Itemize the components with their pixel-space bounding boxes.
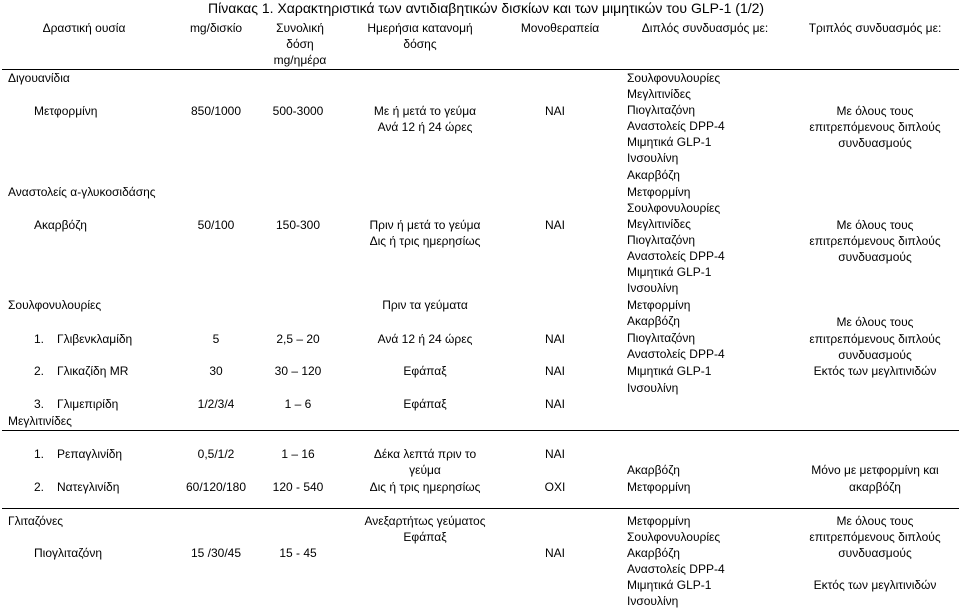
group-name-biguanides: Διγουανίδια [8, 71, 70, 85]
distribution-gliclazide-mr: Εφάπαξ [403, 364, 447, 378]
total-glimepiride: 1 – 6 [284, 397, 312, 411]
dual-alpha-2: Μετφορμίνη [627, 185, 691, 199]
total-gliclazide-mr: 30 – 120 [274, 364, 322, 378]
distribution-metformin-2: Ανά 12 ή 24 ώρες [377, 120, 473, 134]
section-divider [2, 508, 959, 509]
dual-sulfonylureas-5: Μιμητικά GLP-1 [627, 364, 712, 378]
dual-meglitinides-2: Μετφορμίνη [627, 480, 691, 494]
section-divider [2, 430, 959, 431]
dual-glitazones-2: Σουλφονυλουρίες [627, 530, 721, 544]
distribution-acarbose-2: Δις ή τρις ημερησίως [369, 234, 481, 248]
mono-gliclazide-mr: ΝΑΙ [544, 364, 565, 378]
header-divider [2, 69, 959, 70]
triple-sulfonylureas-3: συνδυασμούς [838, 348, 912, 362]
drug-pioglitazone: Πιογλιταζόνη [34, 546, 103, 560]
triple-glitazones-3: συνδυασμούς [838, 546, 912, 560]
mg-glibenclamide: 5 [212, 332, 220, 346]
triple-alpha-3: συνδυασμούς [838, 250, 912, 264]
mono-glibenclamide: ΝΑΙ [544, 332, 565, 346]
group-name-sulfonylureas: Σουλφονυλουρίες [8, 298, 102, 312]
triple-alpha-2: επιτρεπόμενους διπλούς [809, 234, 941, 248]
dual-biguanides-3: Πιογλιταζόνη [627, 103, 696, 117]
dual-sulfonylureas-6: Ινσουλίνη [627, 381, 679, 395]
mg-acarbose: 50/100 [197, 218, 235, 232]
triple-meglitinides-2: ακαρβόζη [849, 480, 901, 494]
dual-sulfonylureas-1: Μετφορμίνη [627, 298, 691, 312]
header-substance: Δραστική ουσία [42, 21, 126, 35]
distribution-meglitinides-3: Δις ή τρις ημερησίως [369, 480, 481, 494]
distribution-glimepiride: Εφάπαξ [403, 397, 447, 411]
distribution-meglitinides-1: Δέκα λεπτά πριν το [373, 447, 477, 461]
triple-sulfonylureas-2: επιτρεπόμενους διπλούς [809, 332, 941, 346]
row-number: 2. [34, 480, 45, 494]
triple-glitazones-4: Εκτός των μεγλιτινιδών [813, 578, 937, 592]
drug-repaglinide: Ρεπαγλινίδη [57, 447, 123, 461]
distribution-glibenclamide: Ανά 12 ή 24 ώρες [377, 332, 473, 346]
mono-glimepiride: ΝΑΙ [544, 397, 565, 411]
mg-glimepiride: 1/2/3/4 [197, 397, 235, 411]
triple-sulfonylureas-1: Με όλους τους [836, 315, 914, 329]
drug-glibenclamide: Γλιβενκλαμίδη [57, 332, 133, 346]
group-name-meglitinides: Μεγλιτινίδες [8, 414, 72, 428]
mono-nateglinide: ΟΧΙ [544, 480, 566, 494]
dual-sulfonylureas-2: Ακαρβόζη [627, 314, 680, 328]
dual-biguanides-5: Μιμητικά GLP-1 [627, 135, 712, 149]
mono-metformin: ΝΑΙ [544, 104, 565, 118]
drug-nateglinide: Νατεγλινίδη [57, 480, 120, 494]
header-total-dose-2: δόση [286, 37, 314, 51]
dual-meglitinides-1: Ακαρβόζη [627, 463, 680, 477]
dual-glitazones-1: Μετφορμίνη [627, 514, 691, 528]
total-glibenclamide: 2,5 – 20 [276, 332, 320, 346]
total-repaglinide: 1 – 16 [281, 447, 315, 461]
distribution-metformin-1: Με ή μετά το γεύμα [373, 104, 477, 118]
triple-glitazones-1: Με όλους τους [836, 514, 914, 528]
triple-glitazones-2: επιτρεπόμενους διπλούς [809, 530, 941, 544]
dual-biguanides-2: Μεγλιτινίδες [627, 87, 691, 101]
row-number: 1. [34, 332, 45, 346]
row-number: 1. [34, 447, 45, 461]
mg-pioglitazone: 15 /30/45 [190, 546, 242, 560]
triple-biguanides-3: συνδυασμούς [838, 136, 912, 150]
triple-sulfonylureas-4: Εκτός των μεγλιτινιδών [813, 364, 937, 378]
group-name-alpha-glucosidase: Αναστολείς α-γλυκοσιδάσης [8, 185, 156, 199]
total-acarbose: 150-300 [275, 218, 321, 232]
drug-gliclazide-mr: Γλικαζίδη MR [57, 364, 129, 378]
dual-glitazones-4: Αναστολείς DPP-4 [627, 562, 725, 576]
triple-meglitinides-1: Μόνο με μετφορμίνη και [811, 463, 939, 477]
triple-biguanides-1: Με όλους τους [836, 104, 914, 118]
dual-alpha-1: Ακαρβόζη [627, 168, 680, 182]
header-distribution-1: Ημερήσια κατανομή [367, 21, 473, 35]
triple-alpha-1: Με όλους τους [836, 218, 914, 232]
mono-repaglinide: ΝΑΙ [544, 447, 565, 461]
dual-glitazones-5: Μιμητικά GLP-1 [627, 578, 712, 592]
mono-pioglitazone: ΝΑΙ [544, 546, 565, 560]
dual-sulfonylureas-3: Πιογλιταζόνη [627, 331, 696, 345]
header-total-dose-1: Συνολική [276, 21, 324, 35]
triple-biguanides-2: επιτρεπόμενους διπλούς [809, 120, 941, 134]
group-name-glitazones: Γλιταζόνες [8, 514, 64, 528]
row-number: 2. [34, 364, 45, 378]
header-dual: Διπλός συνδυασμός με: [641, 21, 769, 35]
total-pioglitazone: 15 - 45 [279, 546, 317, 560]
distribution-glitazones-2: Εφάπαξ [403, 530, 447, 544]
header-total-dose-3: mg/ημέρα [273, 53, 327, 67]
drug-glimepiride: Γλιμεπιρίδη [57, 397, 119, 411]
header-monotherapy: Μονοθεραπεία [520, 21, 600, 35]
mg-repaglinide: 0,5/1/2 [197, 447, 235, 461]
dual-alpha-8: Ινσουλίνη [627, 281, 679, 295]
distribution-meglitinides-2: γεύμα [409, 463, 441, 477]
table-title-text: Πίνακας 1. Χαρακτηριστικά των αντιδιαβητικών δισκίων και των μιμητικών του GLP-1 (1/2) [208, 0, 765, 16]
distribution-glitazones-1: Ανεξαρτήτως γεύματος [364, 514, 486, 528]
dual-alpha-7: Μιμητικά GLP-1 [627, 265, 712, 279]
mg-metformin: 850/1000 [190, 104, 242, 118]
dual-biguanides-1: Σουλφονυλουρίες [627, 71, 721, 85]
dual-sulfonylureas-4: Αναστολείς DPP-4 [627, 347, 725, 361]
dual-alpha-5: Πιογλιταζόνη [627, 233, 696, 247]
drug-acarbose: Ακαρβόζη [34, 218, 87, 232]
dual-alpha-4: Μεγλιτινίδες [627, 217, 691, 231]
header-dose-per-tablet: mg/δισκίο [189, 21, 243, 35]
mg-gliclazide-mr: 30 [209, 364, 223, 378]
total-metformin: 500-3000 [272, 104, 324, 118]
dual-alpha-3: Σουλφονυλουρίες [627, 201, 721, 215]
dual-alpha-6: Αναστολείς DPP-4 [627, 249, 725, 263]
mono-acarbose: ΝΑΙ [544, 218, 565, 232]
dual-biguanides-6: Ινσουλίνη [627, 151, 679, 165]
dual-biguanides-4: Αναστολείς DPP-4 [627, 119, 725, 133]
mg-nateglinide: 60/120/180 [185, 480, 247, 494]
header-triple: Τριπλός συνδυασμός με: [808, 21, 942, 35]
distribution-sulfonylureas-header: Πριν τα γεύματα [382, 298, 468, 312]
drug-metformin: Μετφορμίνη [34, 104, 98, 118]
dual-glitazones-3: Ακαρβόζη [627, 546, 680, 560]
total-nateglinide: 120 - 540 [272, 480, 324, 494]
header-distribution-2: δόσης [403, 37, 437, 51]
distribution-acarbose-1: Πριν ή μετά το γεύμα [369, 218, 481, 232]
row-number: 3. [34, 397, 45, 411]
dual-glitazones-6: Ινσουλίνη [627, 594, 679, 608]
